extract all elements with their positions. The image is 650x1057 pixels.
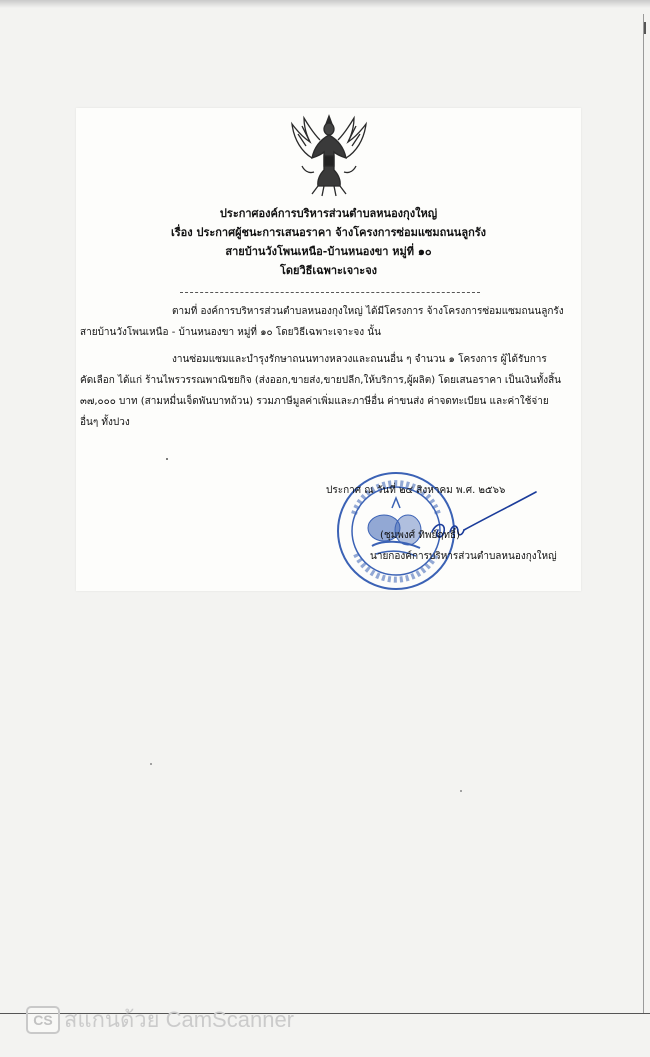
paragraph-line: งานซ่อมแซมและบำรุงรักษาถนนทางหลวงและถนนอื่น ๆ จำนวน ๑ โครงการ ผู้ได้รับการ — [172, 354, 547, 365]
camscanner-watermark: สแกนด้วย CamScanner — [64, 1007, 295, 1032]
scan-speck — [150, 763, 152, 765]
heading-divider — [180, 292, 480, 293]
paragraph-line: อื่นๆ ทั้งปวง — [80, 417, 130, 428]
signer-name: (ชุมพงศ์ ทิพย์ฤทธิ์) — [380, 530, 460, 541]
camscanner-logo-icon: CS — [26, 1006, 60, 1034]
scan-right-edge — [643, 14, 644, 1014]
heading-subject: เรื่อง ประกาศผู้ชนะการเสนอราคา จ้างโครงการซ่อมแซมถนนลูกรัง — [170, 226, 487, 239]
announcement-document — [76, 108, 581, 591]
heading-route: สายบ้านวังโพนเหนือ-บ้านหนองขา หมู่ที่ ๑๐ — [225, 245, 432, 258]
paragraph-line: คัดเลือก ได้แก่ ร้านไพรวรรณพาณิชยกิจ (ส่งออก,ขายส่ง,ขายปลีก,ให้บริการ,ผู้ผลิต) โดยเสนอราคา เป็นเงินทั้งสิ้น — [80, 375, 562, 386]
paragraph-line: ๓๗,๐๐๐ บาท (สามหมื่นเจ็ดพันบาทถ้วน) รวมภาษีมูลค่าเพิ่มและภาษีอื่น ค่าขนส่ง ค่าจดทะเบียน และค่าใช้จ่าย — [80, 396, 549, 407]
heading-organization: ประกาศองค์การบริหารส่วนตำบลหนองกุงใหญ่ — [219, 207, 438, 220]
scan-edge-mark — [644, 22, 646, 34]
paragraph-line: สายบ้านวังโพนเหนือ - บ้านหนองขา หมู่ที่ ๑๐ โดยวิธีเฉพาะเจาะจง นั้น — [80, 327, 381, 338]
paragraph-winner — [80, 349, 580, 433]
scan-speck — [166, 458, 168, 460]
paragraph-project — [80, 301, 580, 343]
announcement-heading — [76, 204, 581, 280]
paragraph-line: ตามที่ องค์การบริหารส่วนตำบลหนองกุงใหญ่ ได้มีโครงการ จ้างโครงการซ่อมแซมถนนลูกรัง — [172, 306, 564, 317]
signer-position: นายกองค์การบริหารส่วนตำบลหนองกุงใหญ่ — [370, 551, 557, 562]
scan-top-shadow — [0, 0, 650, 8]
garuda-emblem-icon — [284, 112, 374, 198]
scan-speck — [460, 790, 462, 792]
heading-method: โดยวิธีเฉพาะเจาะจง — [279, 264, 378, 277]
announcement-date: ประกาศ ณ วันที่ ๒๔ สิงหาคม พ.ศ. ๒๕๖๖ — [326, 485, 506, 496]
